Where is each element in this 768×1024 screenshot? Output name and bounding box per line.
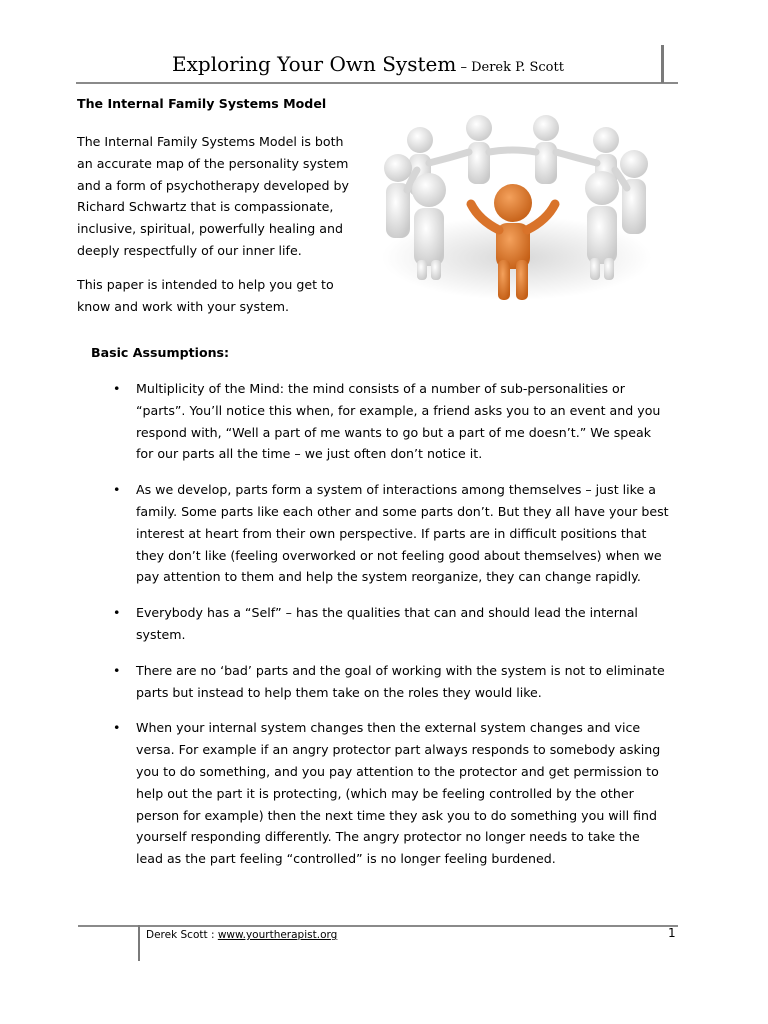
list-item-text: Multiplicity of the Mind: the mind consists of a number of sub-personalities or “parts”. You’ll notice this when, for example, a friend asks you to an event and you respond with, “Well a part of me wants to go but a part of me doesn’t.” We speak for our parts all the time – we just often don’t notice it. [136, 381, 661, 462]
document-header [0, 52, 736, 76]
footer-website-link[interactable]: www.yourtherapist.org [217, 929, 338, 941]
footer-author: Derek Scott : [146, 929, 218, 941]
bullet-icon: • [113, 605, 121, 621]
header-vertical-bar [661, 45, 664, 83]
people-circle-illustration [357, 108, 675, 310]
list-item [110, 479, 670, 588]
list-item-text: Everybody has a “Self” – has the qualities that can and should lead the internal system. [136, 605, 638, 642]
bullet-icon: • [113, 720, 121, 736]
bullet-icon: • [113, 381, 121, 396]
intro-paragraph: This paper is intended to help you get to know and work with your system. [77, 276, 334, 314]
footer-rule [78, 925, 678, 927]
people-circle-icon [357, 108, 675, 310]
list-item-text: There are no ‘bad’ parts and the goal of working with the system is not to eliminate parts but instead to help them take on the roles they would like. [136, 662, 665, 700]
bullet-icon: • [113, 482, 121, 498]
list-item [110, 378, 670, 465]
list-item-text: As we develop, parts form a system of interactions among themselves – just like a family. Some parts like each other and some parts don’t. But they all have your best interest at heart from their own perspective. If parts are in difficult positions that they don’t like (feeling overworked or not feeling good about themselves) when we pay attention to them and help the system reorganize, they can change rapidly. [136, 482, 669, 585]
page-number: 1 [668, 926, 676, 940]
header-author: Derek P. Scott [471, 60, 564, 75]
list-item [110, 717, 670, 870]
document-title: Exploring Your Own System [172, 52, 457, 76]
list-item-text: When your internal system changes then the external system changes and vice versa. For example if an angry protector part always responds to somebody asking you to do something, and you pay attention to the protector and get permission to help out the part it is protecting, (which may be feeling controlled by the other person for example) then the next time they ask you to do something you will find yourself responding differently. The angry protector no longer needs to take the lead as the part feeling “controlled” is no longer feeling burdened. [136, 720, 661, 867]
header-rule [76, 82, 678, 84]
intro-text [77, 131, 349, 329]
list-item [110, 660, 670, 704]
section-title: The Internal Family Systems Model [77, 96, 327, 111]
list-item [110, 602, 670, 646]
intro-paragraph: The Internal Family Systems Model is both an accurate map of the personality system and a form of psychotherapy developed by Richard Schwartz that is compassionate, inclusive, spiritual, powerfully healing and deeply respectfully of our inner life. [77, 134, 349, 258]
page-footer [146, 929, 337, 941]
assumptions-list [110, 378, 670, 884]
bullet-icon: • [113, 662, 121, 678]
header-separator: – [456, 60, 472, 75]
assumptions-heading: Basic Assumptions: [91, 345, 230, 360]
footer-vertical-bar [138, 925, 140, 961]
